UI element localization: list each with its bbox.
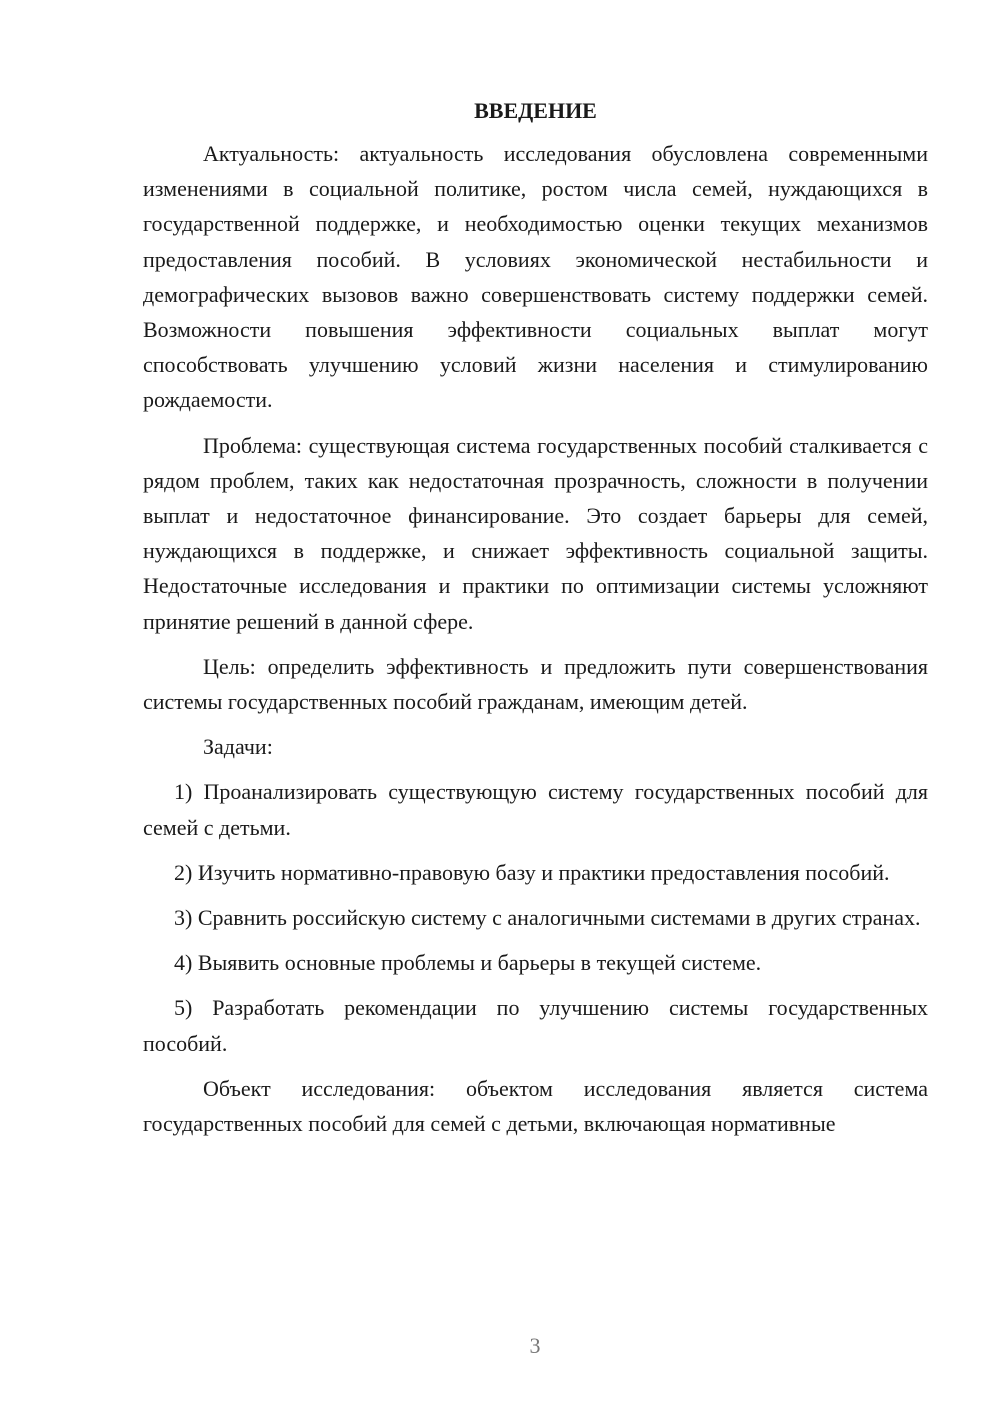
task-item-3: 3) Сравнить российскую систему с аналогичными системами в других странах. [174, 905, 921, 931]
tasks-list [143, 774, 928, 1060]
paragraph-relevance: Актуальность: актуальность исследования обусловлена современными изменениями в социальной политике, ростом числа семей, нуждающихся в государственной поддержке, и необходимостью оценки текущих механизмов предоставления пособий. В условиях экономической нестабильности и демографических вызовов важно совершенствовать систему поддержки семей. Возможности повышения эффективности социальных выплат могут способствовать улучшению условий жизни населения и стимулированию рождаемости. [143, 141, 928, 413]
paragraph-problem: Проблема: существующая система государственных пособий сталкивается с рядом проблем, таких как недостаточная прозрачность, сложности в получении выплат и недостаточное финансирование. Это создает барьеры для семей, нуждающихся в поддержке, и снижает эффективность социальной защиты. Недостаточные исследования и практики по оптимизации системы усложняют принятие решений в данной сфере. [143, 432, 928, 634]
task-item-5: 5) Разработать рекомендации по улучшению системы государственных пособий. [143, 995, 928, 1056]
task-item-1: 1) Проанализировать существующую систему государственных пособий для семей с детьми. [143, 779, 928, 840]
page-number: 3 [529, 1333, 541, 1358]
document-page [143, 96, 928, 1151]
tasks-heading: Задачи: [203, 734, 273, 760]
paragraph-goal: Цель: определить эффективность и предложить пути совершенствования системы государственных пособий гражданам, имеющим детей. [143, 653, 928, 715]
task-item-4: 4) Выявить основные проблемы и барьеры в текущей системе. [174, 950, 762, 976]
page-title: ВВЕДЕНИЕ [474, 98, 597, 123]
paragraph-object: Объект исследования: объектом исследования является система государственных пособий для семей с детьми, включающая нормативные [143, 1075, 928, 1137]
task-item-2: 2) Изучить нормативно-правовую базу и практики предоставления пособий. [174, 859, 890, 885]
